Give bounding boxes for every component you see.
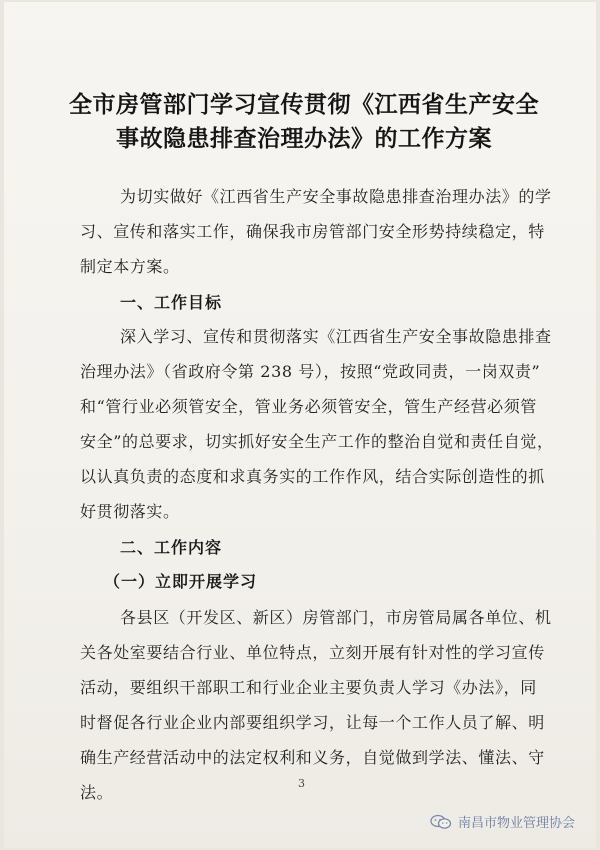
document-title-line-2: 事故隐患排查治理办法》的工作方案 [116, 126, 492, 152]
watermark [430, 812, 575, 831]
section-1-line: 安全”的总要求，切实抓好安全生产工作的整治自觉和责任自觉， [80, 432, 554, 451]
section-heading: 二、工作内容 [120, 538, 223, 557]
subsection-1-line: 关各处室要结合行业、单位特点，立刻开展有针对性的学习宣传 [80, 643, 545, 662]
intro-line: 制定本方案。 [80, 257, 180, 276]
subsection-1-line: 时督促各行业企业内部要组织学习，让每一个工作人员了解、明 [80, 713, 545, 732]
section-1-line: 深入学习、宣传和贯彻落实《江西省生产安全事故隐患排查 [120, 327, 552, 346]
section-1-line: 好贯彻落实。 [80, 502, 180, 521]
intro-line: 习、宣传和落实工作，确保我市房管部门安全形势持续稳定，特 [80, 222, 545, 241]
page-number: 3 [298, 777, 305, 790]
subsection-heading: （一）立即开展学习 [104, 572, 258, 591]
section-1-line: 以认真负责的态度和求真务实的工作作风，结合实际创造性的抓 [80, 467, 545, 486]
wechat-icon [430, 814, 452, 830]
section-heading: 一、工作目标 [120, 293, 223, 312]
subsection-1-line: 各县区（开发区、新区）房管部门，市房管局属各单位、机 [120, 608, 552, 627]
section-1-line: 治理办法》（省政府令第 238 号），按照“党政同责，一岗双责” [80, 362, 541, 381]
document-page [4, 2, 596, 848]
document-title-line-1: 全市房管部门学习宣传贯彻《江西省生产安全 [69, 92, 539, 118]
watermark-text: 南昌市物业管理协会 [458, 816, 576, 831]
subsection-1-line: 确生产经营活动中的法定权利和义务，自觉做到学法、懂法、守 [80, 748, 545, 767]
section-1-line: 和“管行业必须管安全，管业务必须管安全，管生产经营必须管 [80, 397, 537, 416]
subsection-1-line: 法。 [80, 783, 114, 802]
intro-line: 为切实做好《江西省生产安全事故隐患排查治理办法》的学 [120, 187, 552, 206]
subsection-1-line: 活动，要组织干部职工和行业企业主要负责人学习《办法》，同 [80, 678, 537, 697]
